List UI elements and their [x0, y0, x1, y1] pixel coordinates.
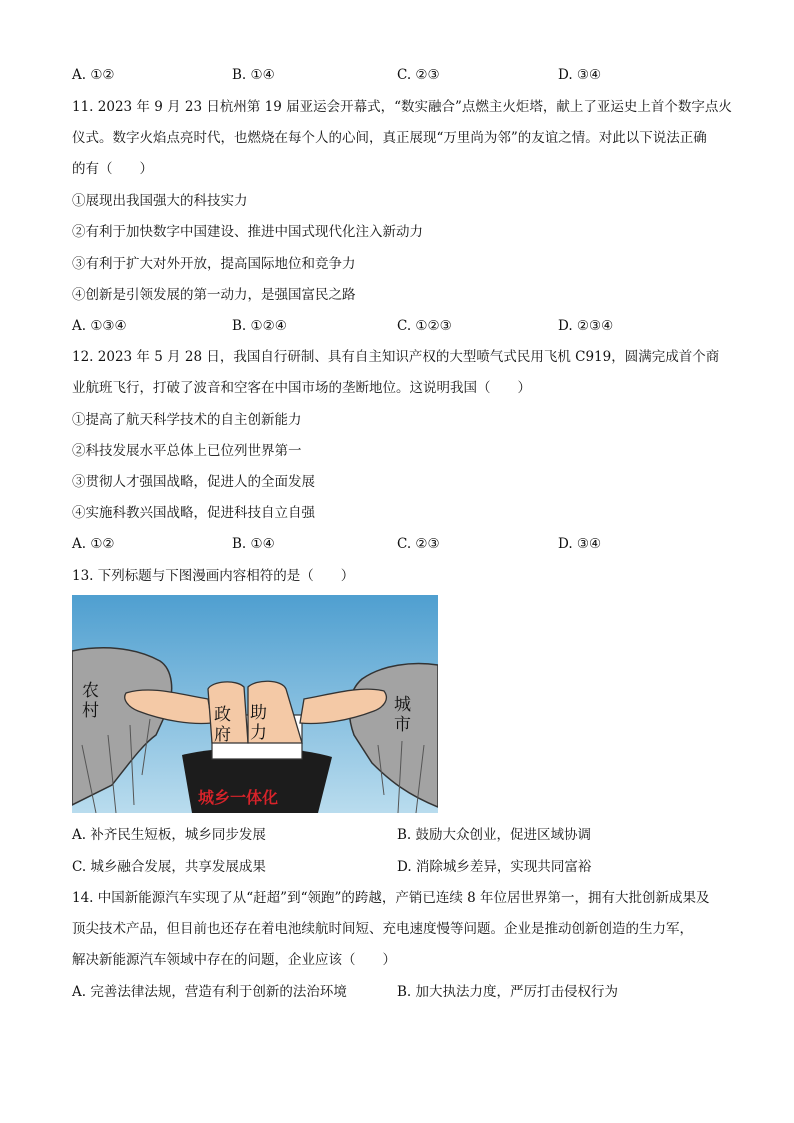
q13-stem: 13. 下列标题与下图漫画内容相符的是（ ）	[72, 568, 355, 584]
q12-statement-3: ③贯彻人才强国战略，促进人的全面发展	[72, 474, 315, 490]
q11-statement-2: ②有利于加快数字中国建设、推进中国式现代化注入新动力	[72, 224, 423, 240]
caption-urban-rural-integration: 城乡一体化	[198, 788, 279, 807]
q10-option-d[interactable]: D. ③④	[558, 67, 602, 83]
q12-statement-1: ①提高了航天科学技术的自主创新能力	[72, 412, 302, 428]
q11-option-b[interactable]: B. ①②④	[232, 318, 287, 334]
q14-option-b[interactable]: B. 加大执法力度，严厉打击侵权行为	[397, 984, 619, 1000]
q10-option-b[interactable]: B. ①④	[232, 67, 275, 83]
q11-option-c[interactable]: C. ①②③	[397, 318, 452, 334]
q13-option-b[interactable]: B. 鼓励大众创业，促进区域协调	[397, 827, 592, 843]
q12-option-b[interactable]: B. ①④	[232, 536, 275, 552]
q11-statement-3: ③有利于扩大对外开放，提高国际地位和竞争力	[72, 256, 356, 272]
q12-stem-line-2: 业航班飞行，打破了波音和空客在中国市场的垄断地位。这说明我国（ ）	[72, 380, 531, 396]
label-assist: 助 力	[250, 703, 267, 743]
label-government: 政 府	[214, 705, 231, 745]
q12-options	[0, 535, 794, 553]
q14-option-a[interactable]: A. 完善法律法规，营造有利于创新的法治环境	[72, 984, 347, 1000]
q14-stem-line-3: 解决新能源汽车领域中存在的问题，企业应该（ ）	[72, 952, 396, 968]
q14-stem-line-1: 14. 中国新能源汽车实现了从“赶超”到“领跑”的跨越，产销已连续 8 年位居世界第一，拥有大批创新成果及	[72, 890, 710, 906]
q11-statement-4: ④创新是引领发展的第一动力，是强国富民之路	[72, 287, 356, 303]
q10-options	[0, 66, 794, 84]
q12-option-c[interactable]: C. ②③	[397, 536, 440, 552]
q11-option-a[interactable]: A. ①③④	[72, 318, 127, 334]
q14-stem-line-2: 顶尖技术产品，但目前也还存在着电池续航时间短、充电速度慢等问题。企业是推动创新创造的生力军，	[72, 921, 693, 937]
q13-options-row-1	[0, 826, 794, 844]
q12-statement-2: ②科技发展水平总体上已位列世界第一	[72, 443, 302, 459]
q10-option-a[interactable]: A. ①②	[72, 67, 115, 83]
q14-options	[0, 983, 794, 1001]
q13-options-row-2	[0, 858, 794, 876]
q11-statement-1: ①展现出我国强大的科技实力	[72, 193, 248, 209]
q12-statement-4: ④实施科教兴国战略，促进科技自立自强	[72, 505, 315, 521]
q11-stem-line-2: 仪式。数字火焰点亮时代，也燃烧在每个人的心间，真正展现“万里尚为邻”的友谊之情。对此以下说法正确	[72, 130, 707, 146]
q11-stem-line-3: 的有（ ）	[72, 161, 153, 177]
q11-options	[0, 317, 794, 335]
q11-stem-line-1: 11. 2023 年 9 月 23 日杭州第 19 届亚运会开幕式，“数实融合”点燃主火炬塔，献上了亚运史上首个数字点火	[72, 99, 732, 115]
q12-option-d[interactable]: D. ③④	[558, 536, 602, 552]
q13-option-c[interactable]: C. 城乡融合发展，共享发展成果	[72, 859, 266, 875]
q13-option-a[interactable]: A. 补齐民生短板，城乡同步发展	[72, 827, 266, 843]
label-urban: 城 市	[394, 695, 411, 735]
q12-option-a[interactable]: A. ①②	[72, 536, 115, 552]
q11-option-d[interactable]: D. ②③④	[558, 318, 614, 334]
q12-stem-line-1: 12. 2023 年 5 月 28 日，我国自行研制、具有自主知识产权的大型喷气式民用飞机 C919，圆满完成首个商	[72, 349, 720, 365]
q13-option-d[interactable]: D. 消除城乡差异，实现共同富裕	[397, 859, 592, 875]
q10-option-c[interactable]: C. ②③	[397, 67, 440, 83]
label-rural: 农 村	[82, 681, 99, 721]
q13-cartoon-image	[72, 595, 438, 813]
